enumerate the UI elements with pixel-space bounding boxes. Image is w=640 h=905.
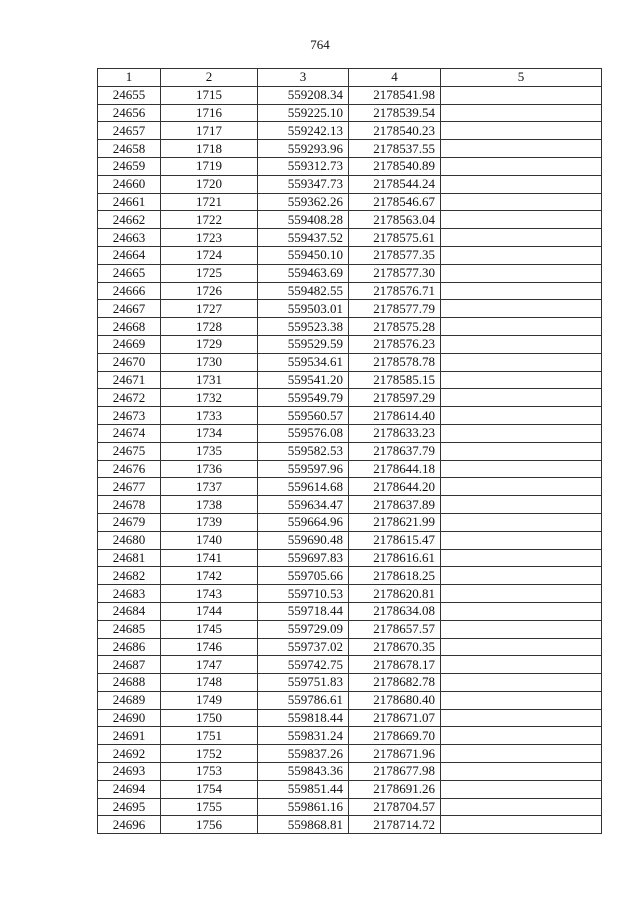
y-coordinate-cell: 2178540.89 <box>349 157 441 175</box>
point-number-cell: 24676 <box>98 460 161 478</box>
x-coordinate-cell: 559549.79 <box>258 389 349 407</box>
point-number-cell: 24657 <box>98 122 161 140</box>
x-coordinate-cell: 559818.44 <box>258 709 349 727</box>
vertex-number-cell: 1727 <box>161 300 258 318</box>
table-row <box>98 282 602 300</box>
point-number-cell: 24688 <box>98 674 161 692</box>
table-row <box>98 602 602 620</box>
x-coordinate-cell: 559786.61 <box>258 691 349 709</box>
vertex-number-cell: 1743 <box>161 585 258 603</box>
table-row <box>98 460 602 478</box>
table-header <box>98 69 602 87</box>
y-coordinate-cell: 2178657.57 <box>349 620 441 638</box>
x-coordinate-cell: 559634.47 <box>258 496 349 514</box>
vertex-number-cell: 1744 <box>161 602 258 620</box>
x-coordinate-cell: 559843.36 <box>258 763 349 781</box>
note-cell <box>441 602 602 620</box>
y-coordinate-cell: 2178546.67 <box>349 193 441 211</box>
y-coordinate-cell: 2178704.57 <box>349 798 441 816</box>
vertex-number-cell: 1718 <box>161 140 258 158</box>
x-coordinate-cell: 559582.53 <box>258 442 349 460</box>
y-coordinate-cell: 2178616.61 <box>349 549 441 567</box>
vertex-number-cell: 1753 <box>161 763 258 781</box>
y-coordinate-cell: 2178541.98 <box>349 86 441 104</box>
vertex-number-cell: 1750 <box>161 709 258 727</box>
point-number-cell: 24670 <box>98 353 161 371</box>
table-row <box>98 335 602 353</box>
vertex-number-cell: 1715 <box>161 86 258 104</box>
note-cell <box>441 620 602 638</box>
table-row <box>98 496 602 514</box>
table-row <box>98 407 602 425</box>
table-row <box>98 229 602 247</box>
table-row <box>98 104 602 122</box>
point-number-cell: 24673 <box>98 407 161 425</box>
y-coordinate-cell: 2178714.72 <box>349 816 441 834</box>
note-cell <box>441 211 602 229</box>
note-cell <box>441 140 602 158</box>
y-coordinate-cell: 2178576.71 <box>349 282 441 300</box>
y-coordinate-cell: 2178678.17 <box>349 656 441 674</box>
vertex-number-cell: 1716 <box>161 104 258 122</box>
y-coordinate-cell: 2178671.07 <box>349 709 441 727</box>
x-coordinate-cell: 559718.44 <box>258 602 349 620</box>
x-coordinate-cell: 559560.57 <box>258 407 349 425</box>
vertex-number-cell: 1737 <box>161 478 258 496</box>
note-cell <box>441 407 602 425</box>
vertex-number-cell: 1754 <box>161 780 258 798</box>
y-coordinate-cell: 2178563.04 <box>349 211 441 229</box>
column-header-2: 2 <box>161 69 258 87</box>
vertex-number-cell: 1728 <box>161 318 258 336</box>
table-row <box>98 780 602 798</box>
y-coordinate-cell: 2178680.40 <box>349 691 441 709</box>
x-coordinate-cell: 559690.48 <box>258 531 349 549</box>
note-cell <box>441 371 602 389</box>
y-coordinate-cell: 2178618.25 <box>349 567 441 585</box>
x-coordinate-cell: 559697.83 <box>258 549 349 567</box>
point-number-cell: 24661 <box>98 193 161 211</box>
note-cell <box>441 780 602 798</box>
point-number-cell: 24656 <box>98 104 161 122</box>
point-number-cell: 24669 <box>98 335 161 353</box>
note-cell <box>441 567 602 585</box>
point-number-cell: 24677 <box>98 478 161 496</box>
table-row <box>98 745 602 763</box>
table-row <box>98 140 602 158</box>
table-row <box>98 424 602 442</box>
x-coordinate-cell: 559293.96 <box>258 140 349 158</box>
point-number-cell: 24666 <box>98 282 161 300</box>
x-coordinate-cell: 559837.26 <box>258 745 349 763</box>
table-row <box>98 157 602 175</box>
point-number-cell: 24683 <box>98 585 161 603</box>
y-coordinate-cell: 2178544.24 <box>349 175 441 193</box>
point-number-cell: 24678 <box>98 496 161 514</box>
table-row <box>98 567 602 585</box>
y-coordinate-cell: 2178637.89 <box>349 496 441 514</box>
point-number-cell: 24662 <box>98 211 161 229</box>
table-row <box>98 193 602 211</box>
note-cell <box>441 585 602 603</box>
y-coordinate-cell: 2178677.98 <box>349 763 441 781</box>
note-cell <box>441 264 602 282</box>
x-coordinate-cell: 559482.55 <box>258 282 349 300</box>
x-coordinate-cell: 559523.38 <box>258 318 349 336</box>
vertex-number-cell: 1747 <box>161 656 258 674</box>
y-coordinate-cell: 2178575.61 <box>349 229 441 247</box>
note-cell <box>441 531 602 549</box>
note-cell <box>441 745 602 763</box>
point-number-cell: 24667 <box>98 300 161 318</box>
vertex-number-cell: 1723 <box>161 229 258 247</box>
vertex-number-cell: 1742 <box>161 567 258 585</box>
y-coordinate-cell: 2178669.70 <box>349 727 441 745</box>
x-coordinate-cell: 559751.83 <box>258 674 349 692</box>
x-coordinate-cell: 559851.44 <box>258 780 349 798</box>
y-coordinate-cell: 2178644.20 <box>349 478 441 496</box>
point-number-cell: 24692 <box>98 745 161 763</box>
table-row <box>98 389 602 407</box>
table-row <box>98 478 602 496</box>
point-number-cell: 24690 <box>98 709 161 727</box>
x-coordinate-cell: 559664.96 <box>258 513 349 531</box>
y-coordinate-cell: 2178577.35 <box>349 246 441 264</box>
column-header-4: 4 <box>349 69 441 87</box>
y-coordinate-cell: 2178614.40 <box>349 407 441 425</box>
note-cell <box>441 104 602 122</box>
vertex-number-cell: 1733 <box>161 407 258 425</box>
table-row <box>98 727 602 745</box>
x-coordinate-cell: 559729.09 <box>258 620 349 638</box>
note-cell <box>441 656 602 674</box>
point-number-cell: 24695 <box>98 798 161 816</box>
note-cell <box>441 691 602 709</box>
y-coordinate-cell: 2178620.81 <box>349 585 441 603</box>
table-row <box>98 318 602 336</box>
table-row <box>98 175 602 193</box>
vertex-number-cell: 1752 <box>161 745 258 763</box>
vertex-number-cell: 1749 <box>161 691 258 709</box>
y-coordinate-cell: 2178578.78 <box>349 353 441 371</box>
note-cell <box>441 460 602 478</box>
vertex-number-cell: 1740 <box>161 531 258 549</box>
vertex-number-cell: 1756 <box>161 816 258 834</box>
x-coordinate-cell: 559503.01 <box>258 300 349 318</box>
table-row <box>98 656 602 674</box>
vertex-number-cell: 1755 <box>161 798 258 816</box>
table-row <box>98 620 602 638</box>
x-coordinate-cell: 559437.52 <box>258 229 349 247</box>
y-coordinate-cell: 2178577.79 <box>349 300 441 318</box>
table-row <box>98 122 602 140</box>
note-cell <box>441 335 602 353</box>
y-coordinate-cell: 2178671.96 <box>349 745 441 763</box>
point-number-cell: 24693 <box>98 763 161 781</box>
point-number-cell: 24658 <box>98 140 161 158</box>
y-coordinate-cell: 2178691.26 <box>349 780 441 798</box>
table-row <box>98 246 602 264</box>
x-coordinate-cell: 559242.13 <box>258 122 349 140</box>
note-cell <box>441 709 602 727</box>
vertex-number-cell: 1719 <box>161 157 258 175</box>
note-cell <box>441 549 602 567</box>
note-cell <box>441 282 602 300</box>
table-row <box>98 442 602 460</box>
vertex-number-cell: 1734 <box>161 424 258 442</box>
vertex-number-cell: 1724 <box>161 246 258 264</box>
point-number-cell: 24674 <box>98 424 161 442</box>
x-coordinate-cell: 559408.28 <box>258 211 349 229</box>
point-number-cell: 24671 <box>98 371 161 389</box>
point-number-cell: 24696 <box>98 816 161 834</box>
y-coordinate-cell: 2178637.79 <box>349 442 441 460</box>
x-coordinate-cell: 559312.73 <box>258 157 349 175</box>
table-row <box>98 549 602 567</box>
point-number-cell: 24675 <box>98 442 161 460</box>
point-number-cell: 24655 <box>98 86 161 104</box>
table-row <box>98 300 602 318</box>
note-cell <box>441 442 602 460</box>
table-row <box>98 513 602 531</box>
note-cell <box>441 389 602 407</box>
x-coordinate-cell: 559450.10 <box>258 246 349 264</box>
point-number-cell: 24672 <box>98 389 161 407</box>
x-coordinate-cell: 559529.59 <box>258 335 349 353</box>
x-coordinate-cell: 559225.10 <box>258 104 349 122</box>
x-coordinate-cell: 559541.20 <box>258 371 349 389</box>
vertex-number-cell: 1735 <box>161 442 258 460</box>
note-cell <box>441 353 602 371</box>
point-number-cell: 24668 <box>98 318 161 336</box>
point-number-cell: 24663 <box>98 229 161 247</box>
vertex-number-cell: 1726 <box>161 282 258 300</box>
x-coordinate-cell: 559463.69 <box>258 264 349 282</box>
y-coordinate-cell: 2178621.99 <box>349 513 441 531</box>
point-number-cell: 24680 <box>98 531 161 549</box>
table-row <box>98 709 602 727</box>
column-header-5: 5 <box>441 69 602 87</box>
point-number-cell: 24660 <box>98 175 161 193</box>
vertex-number-cell: 1725 <box>161 264 258 282</box>
point-number-cell: 24659 <box>98 157 161 175</box>
y-coordinate-cell: 2178634.08 <box>349 602 441 620</box>
point-number-cell: 24687 <box>98 656 161 674</box>
vertex-number-cell: 1739 <box>161 513 258 531</box>
note-cell <box>441 229 602 247</box>
table-row <box>98 674 602 692</box>
note-cell <box>441 424 602 442</box>
x-coordinate-cell: 559208.34 <box>258 86 349 104</box>
x-coordinate-cell: 559710.53 <box>258 585 349 603</box>
note-cell <box>441 300 602 318</box>
y-coordinate-cell: 2178539.54 <box>349 104 441 122</box>
y-coordinate-cell: 2178576.23 <box>349 335 441 353</box>
y-coordinate-cell: 2178577.30 <box>349 264 441 282</box>
note-cell <box>441 674 602 692</box>
point-number-cell: 24665 <box>98 264 161 282</box>
vertex-number-cell: 1717 <box>161 122 258 140</box>
x-coordinate-cell: 559576.08 <box>258 424 349 442</box>
vertex-number-cell: 1731 <box>161 371 258 389</box>
table-row <box>98 264 602 282</box>
vertex-number-cell: 1730 <box>161 353 258 371</box>
note-cell <box>441 496 602 514</box>
x-coordinate-cell: 559705.66 <box>258 567 349 585</box>
table-row <box>98 763 602 781</box>
vertex-number-cell: 1738 <box>161 496 258 514</box>
point-number-cell: 24664 <box>98 246 161 264</box>
vertex-number-cell: 1748 <box>161 674 258 692</box>
x-coordinate-cell: 559742.75 <box>258 656 349 674</box>
y-coordinate-cell: 2178537.55 <box>349 140 441 158</box>
table-row <box>98 353 602 371</box>
note-cell <box>441 727 602 745</box>
x-coordinate-cell: 559347.73 <box>258 175 349 193</box>
y-coordinate-cell: 2178597.29 <box>349 389 441 407</box>
vertex-number-cell: 1746 <box>161 638 258 656</box>
table-body <box>98 86 602 833</box>
x-coordinate-cell: 559831.24 <box>258 727 349 745</box>
x-coordinate-cell: 559861.16 <box>258 798 349 816</box>
column-header-3: 3 <box>258 69 349 87</box>
y-coordinate-cell: 2178615.47 <box>349 531 441 549</box>
coordinates-table <box>97 68 602 834</box>
column-header-1: 1 <box>98 69 161 87</box>
page-number: 764 <box>310 37 330 52</box>
table-row <box>98 691 602 709</box>
note-cell <box>441 86 602 104</box>
vertex-number-cell: 1741 <box>161 549 258 567</box>
table-row <box>98 638 602 656</box>
vertex-number-cell: 1745 <box>161 620 258 638</box>
x-coordinate-cell: 559614.68 <box>258 478 349 496</box>
note-cell <box>441 122 602 140</box>
note-cell <box>441 157 602 175</box>
point-number-cell: 24682 <box>98 567 161 585</box>
note-cell <box>441 193 602 211</box>
table-row <box>98 798 602 816</box>
header-row <box>98 69 602 87</box>
note-cell <box>441 318 602 336</box>
table-row <box>98 86 602 104</box>
point-number-cell: 24684 <box>98 602 161 620</box>
vertex-number-cell: 1732 <box>161 389 258 407</box>
x-coordinate-cell: 559597.96 <box>258 460 349 478</box>
point-number-cell: 24681 <box>98 549 161 567</box>
x-coordinate-cell: 559362.26 <box>258 193 349 211</box>
vertex-number-cell: 1736 <box>161 460 258 478</box>
note-cell <box>441 638 602 656</box>
note-cell <box>441 478 602 496</box>
table-row <box>98 816 602 834</box>
table-row <box>98 585 602 603</box>
vertex-number-cell: 1722 <box>161 211 258 229</box>
table-row <box>98 211 602 229</box>
y-coordinate-cell: 2178585.15 <box>349 371 441 389</box>
note-cell <box>441 798 602 816</box>
note-cell <box>441 246 602 264</box>
vertex-number-cell: 1720 <box>161 175 258 193</box>
point-number-cell: 24685 <box>98 620 161 638</box>
point-number-cell: 24694 <box>98 780 161 798</box>
y-coordinate-cell: 2178644.18 <box>349 460 441 478</box>
y-coordinate-cell: 2178682.78 <box>349 674 441 692</box>
point-number-cell: 24679 <box>98 513 161 531</box>
y-coordinate-cell: 2178670.35 <box>349 638 441 656</box>
x-coordinate-cell: 559868.81 <box>258 816 349 834</box>
vertex-number-cell: 1729 <box>161 335 258 353</box>
point-number-cell: 24686 <box>98 638 161 656</box>
y-coordinate-cell: 2178633.23 <box>349 424 441 442</box>
vertex-number-cell: 1751 <box>161 727 258 745</box>
x-coordinate-cell: 559737.02 <box>258 638 349 656</box>
x-coordinate-cell: 559534.61 <box>258 353 349 371</box>
point-number-cell: 24689 <box>98 691 161 709</box>
table-row <box>98 371 602 389</box>
y-coordinate-cell: 2178575.28 <box>349 318 441 336</box>
note-cell <box>441 763 602 781</box>
note-cell <box>441 175 602 193</box>
point-number-cell: 24691 <box>98 727 161 745</box>
y-coordinate-cell: 2178540.23 <box>349 122 441 140</box>
table-row <box>98 531 602 549</box>
note-cell <box>441 816 602 834</box>
vertex-number-cell: 1721 <box>161 193 258 211</box>
note-cell <box>441 513 602 531</box>
